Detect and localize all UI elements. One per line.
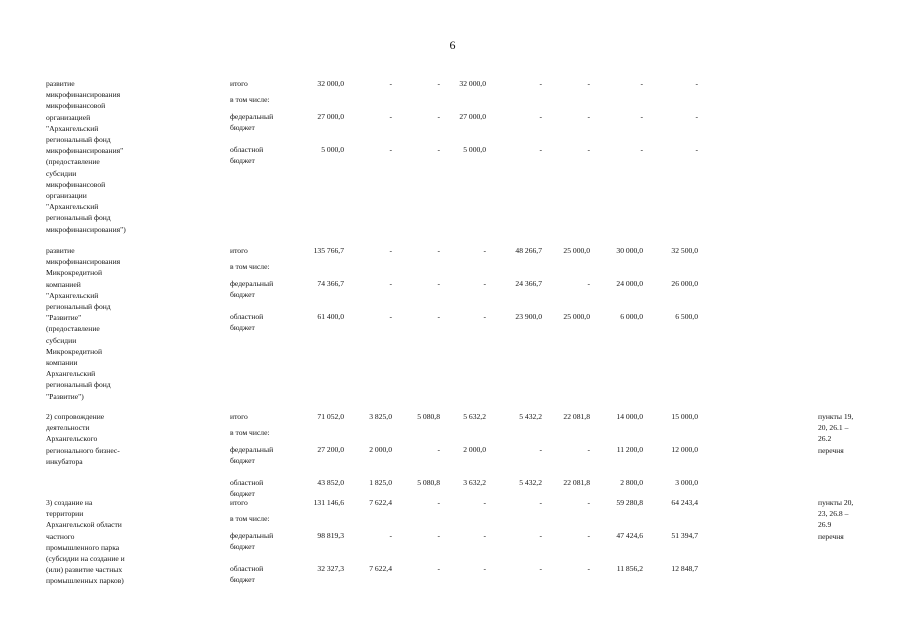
budget-value: 48 266,7 [515, 246, 542, 255]
budget-line-label: областной бюджет [230, 478, 264, 499]
budget-value: - [483, 564, 486, 573]
budget-value: 1 825,0 [369, 478, 392, 487]
row-description: развитие микрофинансирования микрофинансовой организацией "Архангельский региональный фонд микрофинансирования" (предоставление субсидии микрофинансовой организации "Архангельский региональный фонд микрофинансирования") [46, 79, 126, 234]
budget-value: 47 424,6 [616, 531, 643, 540]
budget-line-label: в том числе: [230, 262, 270, 271]
budget-line-label: областной бюджет [230, 145, 264, 166]
budget-value: - [539, 498, 542, 507]
budget-value: - [437, 79, 440, 88]
budget-value: - [539, 145, 542, 154]
budget-value: - [437, 312, 440, 321]
budget-value: - [437, 498, 440, 507]
budget-value: - [587, 112, 590, 121]
budget-value: 2 000,0 [463, 445, 486, 454]
budget-value: - [483, 279, 486, 288]
budget-value: 5 432,2 [519, 412, 542, 421]
budget-value: - [587, 79, 590, 88]
budget-value: - [587, 279, 590, 288]
budget-line-label: областной бюджет [230, 312, 264, 333]
budget-value: - [640, 112, 643, 121]
budget-value: - [695, 79, 698, 88]
budget-value: 24 000,0 [616, 279, 643, 288]
budget-line-label: федеральный бюджет [230, 531, 274, 552]
budget-value: 7 622,4 [369, 564, 392, 573]
budget-value: 27 200,0 [317, 445, 344, 454]
budget-value: 12 848,7 [671, 564, 698, 573]
budget-value: 43 852,0 [317, 478, 344, 487]
budget-value: 32 327,3 [317, 564, 344, 573]
budget-line-label: федеральный бюджет [230, 112, 274, 133]
budget-value: 5 080,8 [417, 412, 440, 421]
budget-line-label: областной бюджет [230, 564, 264, 585]
budget-value: 5 432,2 [519, 478, 542, 487]
budget-value: 3 632,2 [463, 478, 486, 487]
budget-value: - [389, 79, 392, 88]
budget-value: - [389, 246, 392, 255]
budget-value: - [389, 145, 392, 154]
budget-value: 32 000,0 [459, 79, 486, 88]
budget-line-label: в том числе: [230, 95, 270, 104]
budget-value: - [640, 79, 643, 88]
budget-value: 27 000,0 [317, 112, 344, 121]
budget-value: - [539, 564, 542, 573]
budget-value: 6 500,0 [675, 312, 698, 321]
budget-line-label: федеральный бюджет [230, 445, 274, 466]
budget-value: - [695, 112, 698, 121]
budget-value: - [389, 112, 392, 121]
budget-value: 74 366,7 [317, 279, 344, 288]
budget-value: - [587, 145, 590, 154]
budget-value: 30 000,0 [616, 246, 643, 255]
budget-value: - [483, 312, 486, 321]
budget-value: 15 000,0 [671, 412, 698, 421]
budget-value: 5 080,8 [417, 478, 440, 487]
budget-value: 3 000,0 [675, 478, 698, 487]
budget-value: 51 394,7 [671, 531, 698, 540]
budget-value: 24 366,7 [515, 279, 542, 288]
budget-value: 61 400,0 [317, 312, 344, 321]
row-description: 3) создание на территории Архангельской области частного промышленного парка (субсидии на создание и (или) развитие частных промышленных парков) [46, 498, 125, 586]
budget-value: 59 280,8 [616, 498, 643, 507]
budget-value: 12 000,0 [671, 445, 698, 454]
budget-value: 131 146,6 [313, 498, 344, 507]
budget-value: 25 000,0 [563, 246, 590, 255]
budget-value: - [483, 531, 486, 540]
budget-value: - [640, 145, 643, 154]
budget-value: - [539, 445, 542, 454]
budget-value: - [539, 79, 542, 88]
budget-line-label: федеральный бюджет [230, 279, 274, 300]
budget-value: - [437, 279, 440, 288]
budget-value: - [389, 312, 392, 321]
budget-value: 11 200,0 [616, 445, 643, 454]
budget-value: - [389, 531, 392, 540]
budget-value: 14 000,0 [616, 412, 643, 421]
budget-value: - [483, 498, 486, 507]
budget-value: - [587, 564, 590, 573]
budget-value: - [483, 246, 486, 255]
reference-note: пункты 19, 20, 26.1 – 26.2 перечня [818, 412, 854, 455]
reference-note: пункты 20, 23, 26.8 – 26.9 перечня [818, 498, 854, 541]
budget-value: 7 622,4 [369, 498, 392, 507]
budget-line-label: в том числе: [230, 514, 270, 523]
budget-value: - [587, 445, 590, 454]
budget-value: - [437, 246, 440, 255]
budget-value: 98 819,3 [317, 531, 344, 540]
budget-value: - [587, 531, 590, 540]
budget-value: 5 000,0 [463, 145, 486, 154]
budget-value: 22 081,8 [563, 412, 590, 421]
budget-value: 23 900,0 [515, 312, 542, 321]
budget-value: - [539, 531, 542, 540]
budget-value: 22 081,8 [563, 478, 590, 487]
budget-value: 2 000,0 [369, 445, 392, 454]
budget-line-label: итого [230, 246, 248, 255]
budget-line-label: итого [230, 498, 248, 507]
budget-value: - [437, 145, 440, 154]
budget-value: 26 000,0 [671, 279, 698, 288]
budget-value: 135 766,7 [313, 246, 344, 255]
row-description: 2) сопровождение деятельности Архангельского регионального бизнес- инкубатора [46, 412, 120, 466]
budget-value: - [539, 112, 542, 121]
budget-value: - [389, 279, 392, 288]
budget-value: 32 500,0 [671, 246, 698, 255]
budget-value: - [437, 531, 440, 540]
budget-value: 32 000,0 [317, 79, 344, 88]
page-number: 6 [449, 38, 456, 52]
budget-value: 11 856,2 [616, 564, 643, 573]
budget-value: - [437, 112, 440, 121]
budget-value: 2 800,0 [620, 478, 643, 487]
budget-value: 5 632,2 [463, 412, 486, 421]
budget-value: - [437, 564, 440, 573]
budget-value: 5 000,0 [321, 145, 344, 154]
budget-value: 6 000,0 [620, 312, 643, 321]
budget-value: 3 825,0 [369, 412, 392, 421]
budget-value: - [695, 145, 698, 154]
budget-line-label: в том числе: [230, 428, 270, 437]
row-description: развитие микрофинансирования Микрокредитной компанией "Архангельский региональный фонд "Развитие" (предоставление субсидии Микрокредитной компании Архангельский региональный фонд "Развитие") [46, 246, 121, 401]
budget-value: - [437, 445, 440, 454]
budget-value: 25 000,0 [563, 312, 590, 321]
budget-value: 71 052,0 [317, 412, 344, 421]
budget-line-label: итого [230, 79, 248, 88]
budget-value: 27 000,0 [459, 112, 486, 121]
budget-value: 64 243,4 [671, 498, 698, 507]
budget-line-label: итого [230, 412, 248, 421]
budget-value: - [587, 498, 590, 507]
